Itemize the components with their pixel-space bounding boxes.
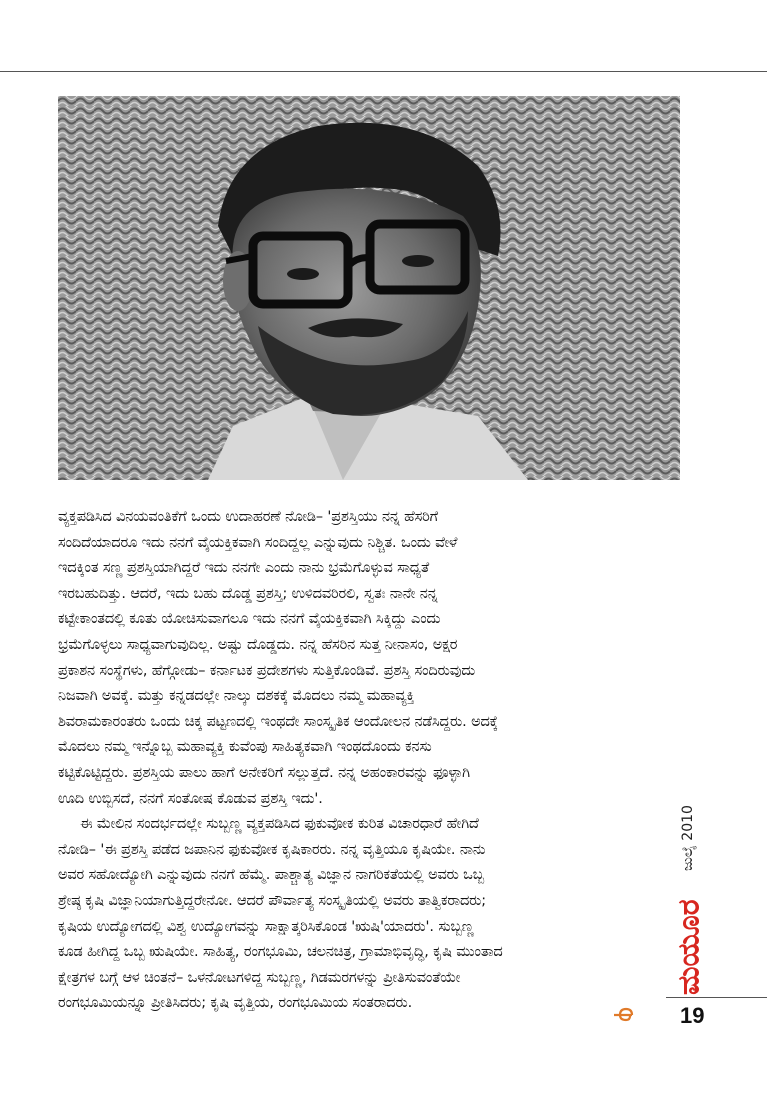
article-line: ಮೊದಲು ನಮ್ಮ ಇನ್ನೊಬ್ಬ ಮಹಾವ್ಯಕ್ತಿ ಕುವೆಂಪು ಸಾಹಿತ್ಯಕವಾಗಿ ಇಂಥದೊಂದು ಕನಸು bbox=[58, 739, 432, 756]
article-line: ಕಟ್ಟಿಕೊಟ್ಟಿದ್ದರು. ಪ್ರಶಸ್ತಿಯ ಪಾಲು ಹಾಗೆ ಅನೇಕರಿಗೆ ಸಲ್ಲುತ್ತದೆ. ನನ್ನ ಅಹಂಕಾರವನ್ನು ಫೂಳ್ಳಾಗಿ bbox=[58, 764, 470, 781]
top-rule bbox=[0, 71, 767, 72]
article-line: ಕಟ್ಟೇಕಾಂತದಲ್ಲಿ ಕೂತು ಯೋಚಿಸುವಾಗಲೂ ಇದು ನನಗೆ ವೈಯಕ್ತಿಕವಾಗಿ ಸಿಕ್ಕಿದ್ದು ಎಂದು bbox=[58, 611, 441, 628]
article-line: ಶ್ರೇಷ್ಠ ಕೃಷಿ ವಿಜ್ಞಾನಿಯಾಗುತ್ತಿದ್ದರೇನೋ. ಆದರೆ ಪೌರ್ವಾತ್ಯ ಸಂಸ್ಕೃತಿಯಲ್ಲಿ ಅವರು ತಾತ್ವಿಕರಾದರು; bbox=[58, 892, 486, 909]
article-line: ಕ್ಷೇತ್ರಗಳ ಬಗ್ಗೆ ಆಳ ಚಿಂತನೆ– ಒಳನೋಟಗಳಿದ್ದ ಸುಬ್ಬಣ್ಣ, ಗಿಡಮರಗಳನ್ನು ಪ್ರೀತಿಸುವಂತೆಯೇ bbox=[58, 969, 461, 986]
issue-date: ಜುಲೈ 2010 bbox=[680, 805, 696, 871]
article-line: ಪ್ರಕಾಶನ ಸಂಸ್ಥೆಗಳು, ಹೆಗ್ಗೋಡು– ಕರ್ನಾಟಕ ಪ್ರದೇಶಗಳು ಸುತ್ತಿಕೊಂಡಿವೆ. ಪ್ರಶಸ್ತಿ ಸಂದಿರುವುದು bbox=[58, 662, 476, 679]
magazine-name: ಮಯೂರ bbox=[671, 899, 707, 996]
article-line: ಊದಿ ಉಬ್ಬಿಸದೆ, ನನಗೆ ಸಂತೋಷ ಕೊಡುವ ಪ್ರಶಸ್ತಿ ಇದು'. bbox=[58, 790, 323, 807]
article-line: ಶಿವರಾಮಕಾರಂತರು ಒಂದು ಚಿಕ್ಕ ಪಟ್ಟಣದಲ್ಲಿ ಇಂಥದೇ ಸಾಂಸ್ಕೃತಿಕ ಆಂದೋಲನ ನಡೆಸಿದ್ದರು. ಅದಕ್ಕೆ bbox=[58, 713, 498, 730]
footer-rule bbox=[666, 997, 767, 998]
article-line: ಈ ಮೇಲಿನ ಸಂದರ್ಭದಲ್ಲೇ ಸುಬ್ಬಣ್ಣ ವ್ಯಕ್ತಪಡಿಸಿದ ಫುಕುವೋಕ ಕುರಿತ ವಿಚಾರಧಾರೆ ಹೇಗಿದೆ bbox=[80, 816, 479, 833]
article-line: ಕೃಷಿಯ ಉದ್ಯೋಗದಲ್ಲಿ ವಿಶ್ವ ಉದ್ಯೋಗವನ್ನು ಸಾಕ್ಷಾತ್ಕರಿಸಿಕೊಂಡ 'ಋಷಿ'ಯಾದರು'. ಸುಬ್ಬಣ್ಣ bbox=[58, 918, 474, 935]
article-line: ಇರಬಹುದಿತ್ತು. ಆದರೆ, ಇದು ಬಹು ದೊಡ್ಡ ಪ್ರಶಸ್ತಿ; ಉಳಿದವರಿರಲಿ, ಸ್ವತಃ ನಾನೇ ನನ್ನ bbox=[58, 585, 438, 602]
article-line: ರಂಗಭೂಮಿಯನ್ನೂ ಪ್ರೀತಿಸಿದರು; ಕೃಷಿ ವೃತ್ತಿಯ, ರಂಗಭೂಮಿಯ ಸಂತರಾದರು. bbox=[58, 995, 413, 1012]
spiral-ornament-icon bbox=[612, 1006, 646, 1024]
article-body bbox=[58, 505, 658, 1017]
page-number: 19 bbox=[680, 1003, 705, 1028]
portrait-photo bbox=[58, 96, 680, 480]
article-line: ವ್ಯಕ್ತಪಡಿಸಿದ ವಿನಯವಂತಿಕೆಗೆ ಒಂದು ಉದಾಹರಣೆ ನೋಡಿ– 'ಪ್ರಶಸ್ತಿಯು ನನ್ನ ಹೆಸರಿಗೆ bbox=[58, 509, 438, 525]
article-line: ಭ್ರಮೆಗೊಳ್ಳಲು ಸಾಧ್ಯವಾಗುವುದಿಲ್ಲ. ಅಷ್ಟು ದೊಡ್ಡದು. ನನ್ನ ಹೆಸರಿನ ಸುತ್ತ ನೀನಾಸಂ, ಅಕ್ಷರ bbox=[58, 636, 458, 653]
article-line: ಇದಕ್ಕಿಂತ ಸಣ್ಣ ಪ್ರಶಸ್ತಿಯಾಗಿದ್ದರೆ ಇದು ನನಗೇ ಎಂದು ನಾನು ಭ್ರಮೆಗೊಳ್ಳುವ ಸಾಧ್ಯತೆ bbox=[58, 560, 430, 577]
article-line: ಕೂಡ ಹೀಗಿದ್ದ ಒಬ್ಬ ಋಷಿಯೇ. ಸಾಹಿತ್ಯ, ರಂಗಭೂಮಿ, ಚಲನಚಿತ್ರ, ಗ್ರಾಮಾಭಿವೃದ್ಧಿ, ಕೃಷಿ ಮುಂತಾದ bbox=[58, 944, 503, 961]
article-line: ನಿಜವಾಗಿ ಅವಕ್ಕೆ. ಮತ್ತು ಕನ್ನಡದಲ್ಲೇ ನಾಲ್ಕು ದಶಕಕ್ಕೆ ಮೊದಲು ನಮ್ಮ ಮಹಾವ್ಯಕ್ತಿ bbox=[58, 688, 415, 705]
article-line: ಸಂದಿದೆಯಾದರೂ ಇದು ನನಗೆ ವೈಯಕ್ತಿಕವಾಗಿ ಸಂದಿದ್ದಲ್ಲ ಎನ್ನುವುದು ನಿಶ್ಚಿತ. ಒಂದು ವೇಳೆ bbox=[58, 534, 458, 551]
article-line: ನೋಡಿ– 'ಈ ಪ್ರಶಸ್ತಿ ಪಡೆದ ಜಪಾನಿನ ಫುಕುವೋಕ ಕೃಷಿಕಾರರು. ನನ್ನ ವೃತ್ತಿಯೂ ಕೃಷಿಯೇ. ನಾನು bbox=[58, 841, 486, 858]
article-line: ಅವರ ಸಹೋದ್ಯೋಗಿ ಎನ್ನುವುದು ನನಗೆ ಹೆಮ್ಮೆ. ಪಾಶ್ಚಾತ್ಯ ವಿಜ್ಞಾನ ನಾಗರಿಕತೆಯಲ್ಲಿ ಅವರು ಒಬ್ಬ bbox=[58, 867, 485, 884]
